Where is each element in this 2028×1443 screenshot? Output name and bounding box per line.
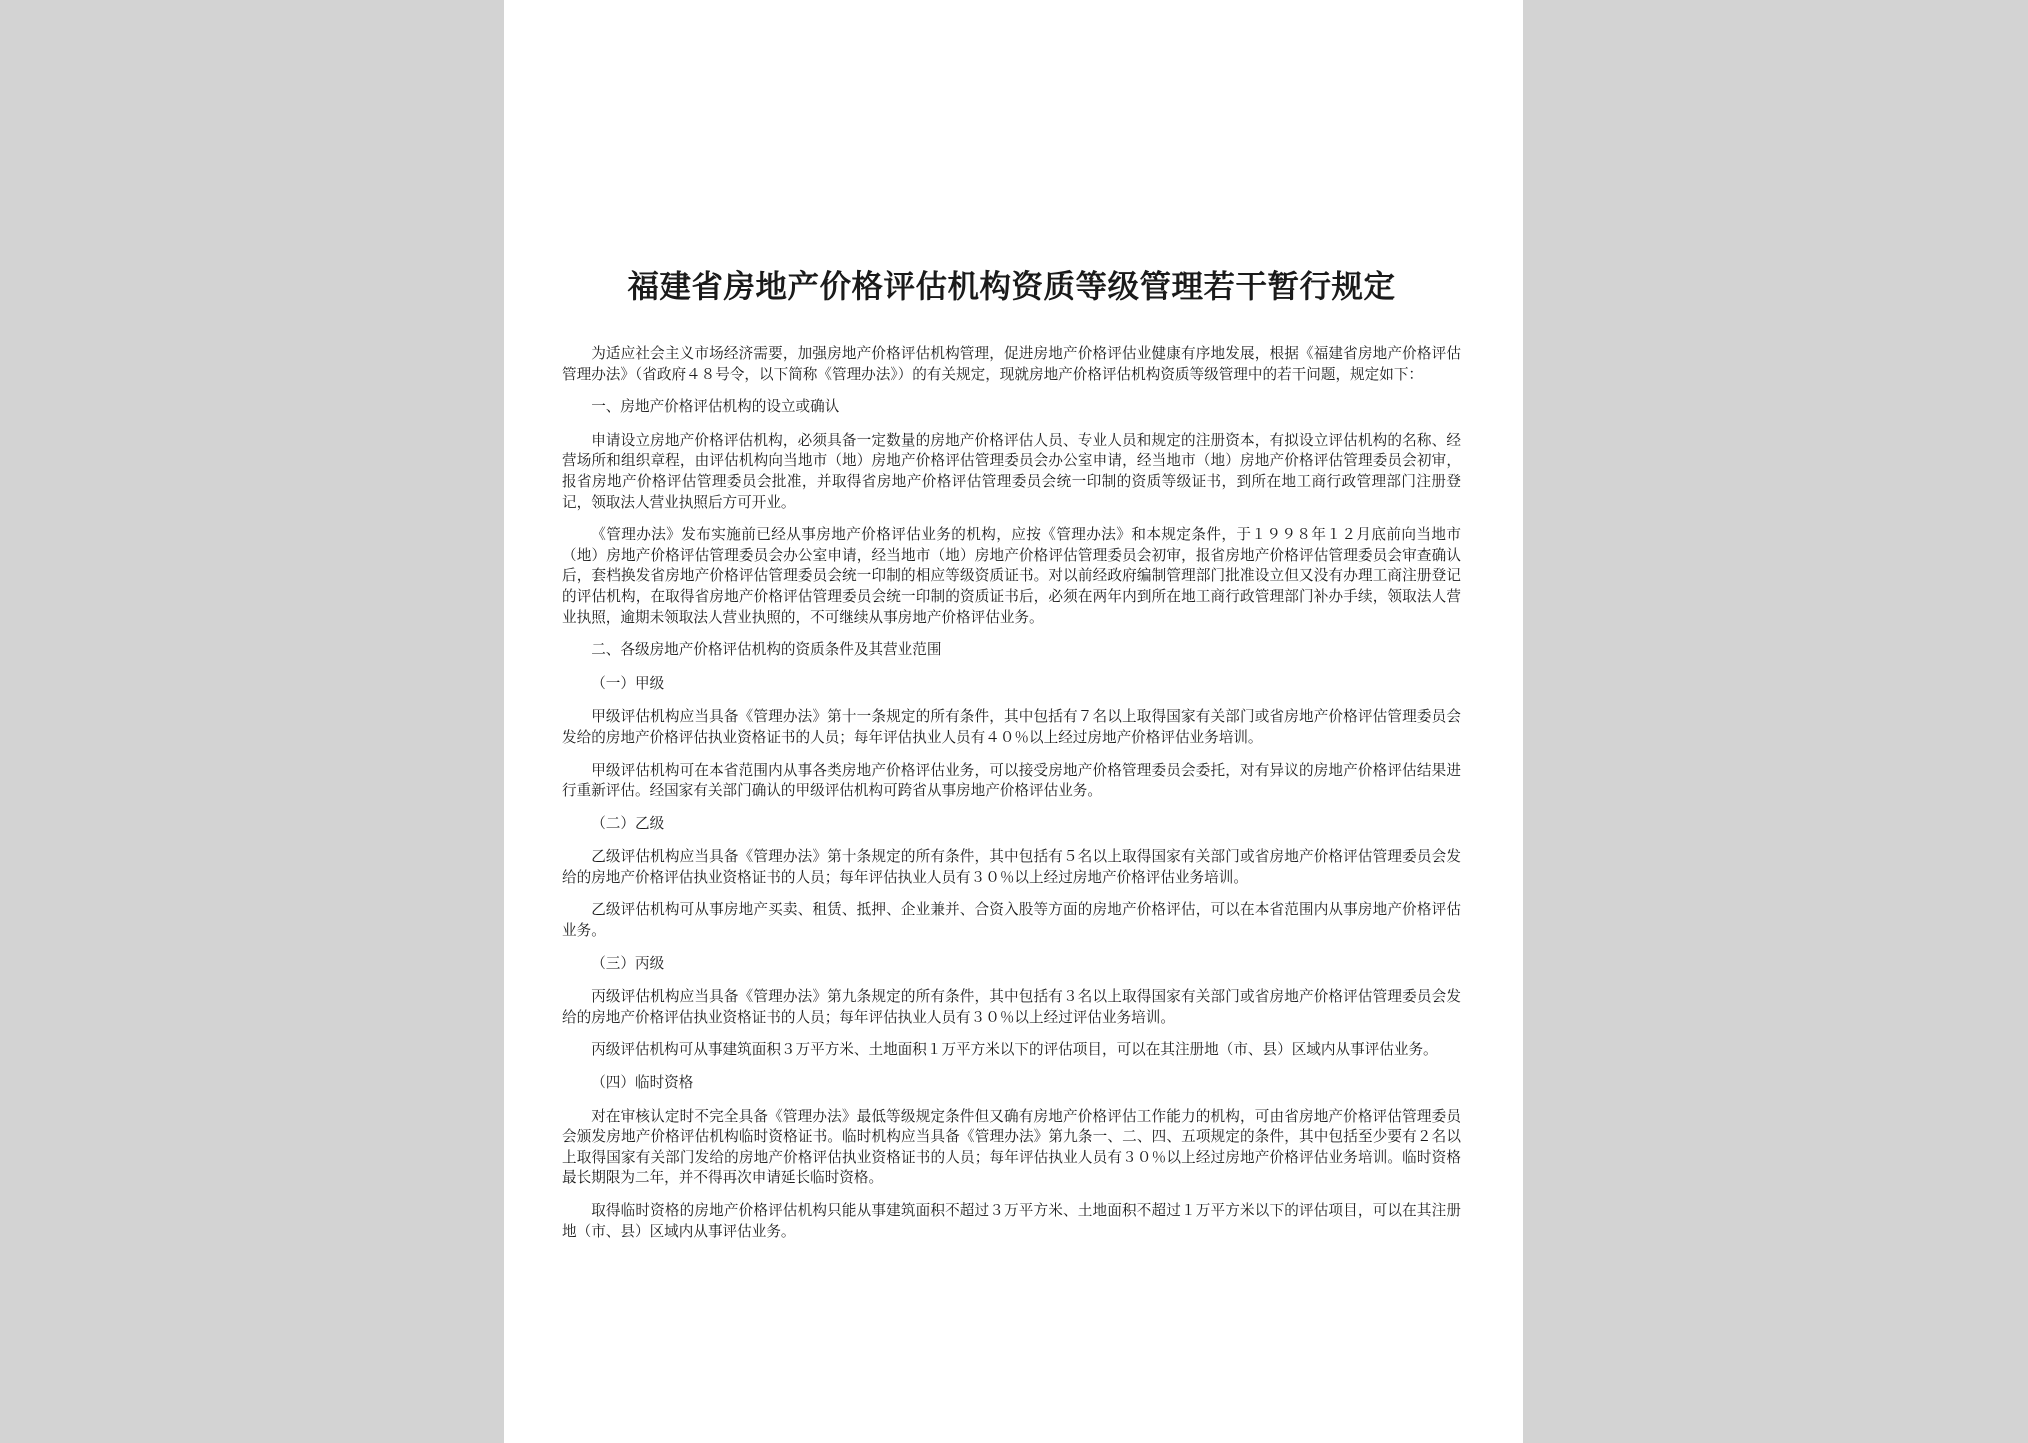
- paragraph: 乙级评估机构可从事房地产买卖、租赁、抵押、企业兼并、合资入股等方面的房地产价格评估，可以在本省范围内从事房地产价格评估业务。: [562, 901, 1461, 940]
- paragraph: 丙级评估机构应当具备《管理办法》第九条规定的所有条件，其中包括有３名以上取得国家有关部门或省房地产价格评估管理委员会发给的房地产价格评估执业资格证书的人员；每年评估执业人员有３０％以上经过评估业务培训。: [562, 988, 1461, 1026]
- paragraph: 申请设立房地产价格评估机构，必须具备一定数量的房地产价格评估人员、专业人员和规定的注册资本，有拟设立评估机构的名称、经营场所和组织章程，由评估机构向当地市（地）房地产价格评估管理委员会办公室申请，经当地市（地）房地产价格评估管理委员会初审，报省房地产价格评估管理委员会批准，并取得省房地产价格评估管理委员会统一印制的资质等级证书，到所在地工商行政管理部门注册登记，领取法人营业执照后方可开业。: [562, 431, 1461, 511]
- paragraph: 甲级评估机构可在本省范围内从事各类房地产价格评估业务，可以接受房地产价格管理委员会委托，对有异议的房地产价格评估结果进行重新评估。经国家有关部门确认的甲级评估机构可跨省从事房地产价格评估业务。: [562, 761, 1461, 800]
- paragraph: 对在审核认定时不完全具备《管理办法》最低等级规定条件但又确有房地产价格评估工作能力的机构，可由省房地产价格评估管理委员会颁发房地产价格评估机构临时资格证书。临时机构应当具备《管理办法》第九条一、二、四、五项规定的条件，其中包括至少要有２名以上取得国家有关部门发给的房地产价格评估执业资格证书的人员；每年评估执业人员有３０％以上经过房地产价格评估业务培训。临时资格最长期限为二年，并不得再次申请延长临时资格。: [562, 1107, 1461, 1187]
- section-heading: （二）乙级: [591, 814, 665, 832]
- paragraph: 乙级评估机构应当具备《管理办法》第十条规定的所有条件，其中包括有５名以上取得国家有关部门或省房地产价格评估管理委员会发给的房地产价格评估执业资格证书的人员；每年评估执业人员有３０％以上经过房地产价格评估业务培训。: [562, 848, 1461, 886]
- section-heading: （三）丙级: [591, 954, 665, 972]
- paragraph: 取得临时资格的房地产价格评估机构只能从事建筑面积不超过３万平方米、土地面积不超过１万平方米以下的评估项目，可以在其注册地（市、县）区域内从事评估业务。: [562, 1202, 1461, 1240]
- document-title: 福建省房地产价格评估机构资质等级管理若干暂行规定: [627, 268, 1396, 305]
- section-heading: 一、房地产价格评估机构的设立或确认: [591, 398, 840, 416]
- paragraph: 为适应社会主义市场经济需要，加强房地产价格评估机构管理，促进房地产价格评估业健康有序地发展，根据《福建省房地产价格评估管理办法》（省政府４８号令，以下简称《管理办法》）的有关规定，现就房地产价格评估机构资质等级管理中的若干问题，规定如下：: [562, 345, 1461, 383]
- section-heading: （一）甲级: [591, 674, 665, 692]
- section-heading: （四）临时资格: [591, 1074, 694, 1092]
- paragraph: 《管理办法》发布实施前已经从事房地产价格评估业务的机构，应按《管理办法》和本规定条件，于１９９８年１２月底前向当地市（地）房地产价格评估管理委员会办公室申请，经当地市（地）房地产价格评估管理委员会初审，报省房地产价格评估管理委员会审查确认后，套档换发省房地产价格评估管理委员会统一印制的相应等级资质证书。对以前经政府编制管理部门批准设立但又没有办理工商注册登记的评估机构，在取得省房地产价格评估管理委员会统一印制的资质证书后，必须在两年内到所在地工商行政管理部门补办手续，领取法人营业执照，逾期未领取法人营业执照的，不可继续从事房地产价格评估业务。: [562, 526, 1461, 626]
- paragraph: 甲级评估机构应当具备《管理办法》第十一条规定的所有条件，其中包括有７名以上取得国家有关部门或省房地产价格评估管理委员会发给的房地产价格评估执业资格证书的人员；每年评估执业人员有４０％以上经过房地产价格评估业务培训。: [562, 708, 1461, 746]
- document-body: [562, 344, 1461, 1242]
- paragraph: 丙级评估机构可从事建筑面积３万平方米、土地面积１万平方米以下的评估项目，可以在其注册地（市、县）区域内从事评估业务。: [591, 1041, 1438, 1059]
- document-page: [504, 0, 1523, 1443]
- section-heading: 二、各级房地产价格评估机构的资质条件及其营业范围: [591, 641, 942, 659]
